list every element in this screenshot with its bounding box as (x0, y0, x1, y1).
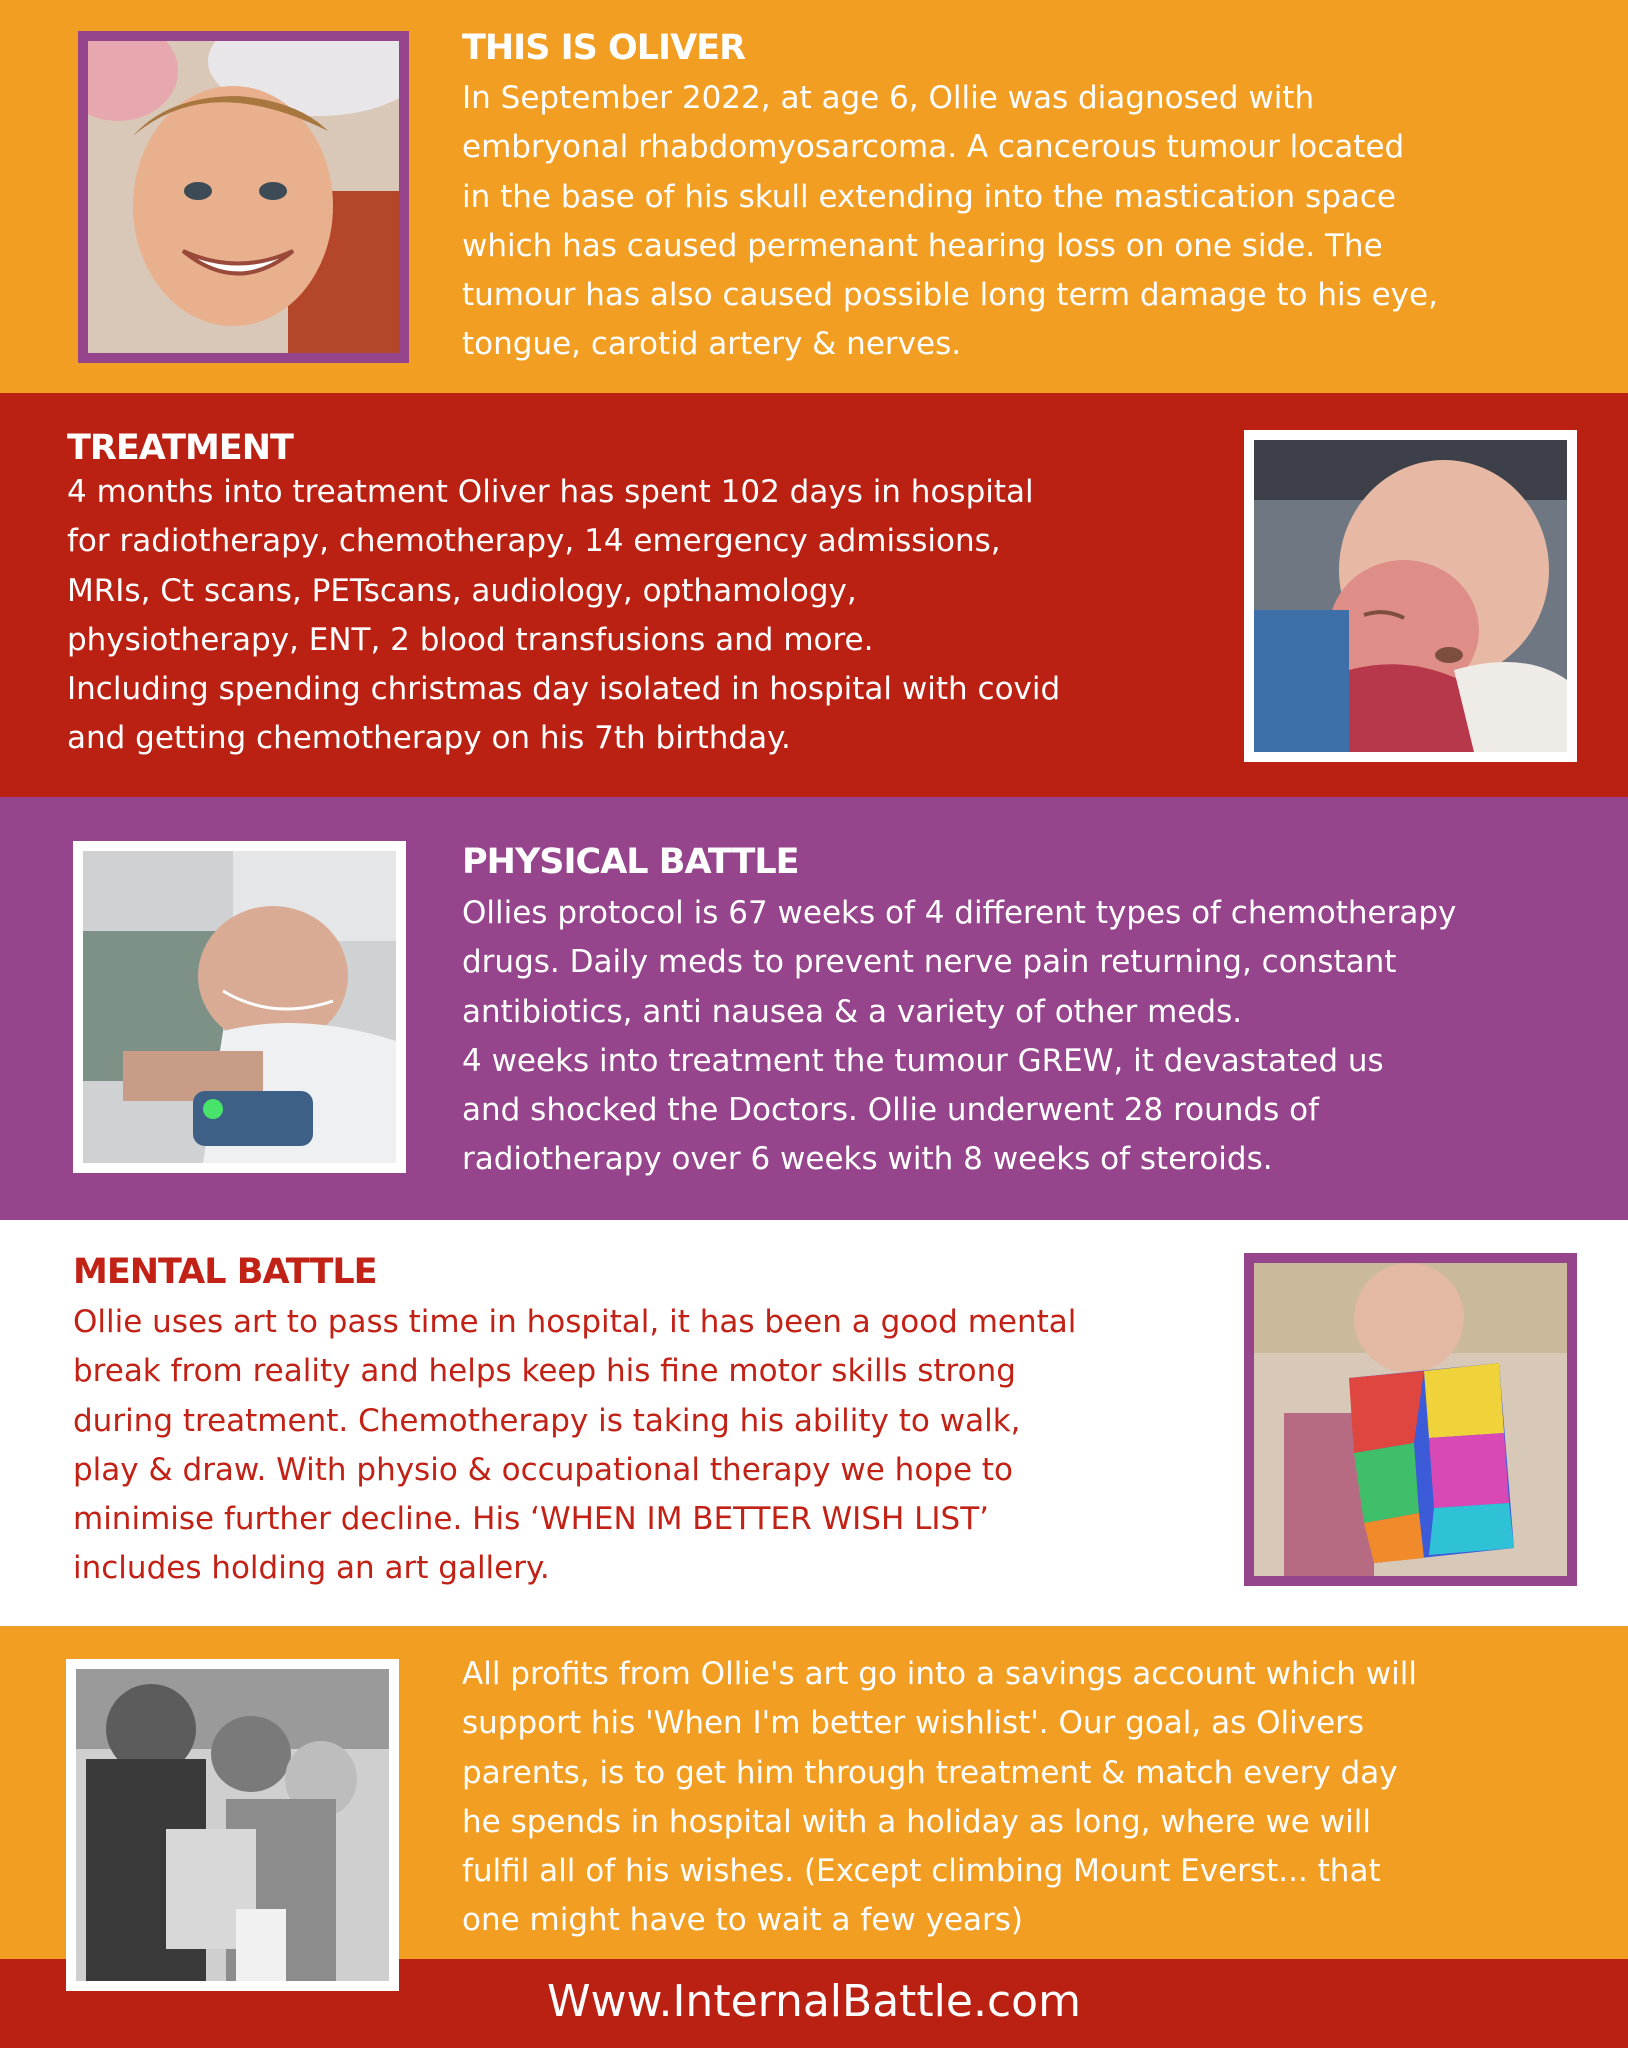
paragraph-oliver-diagnosis (462, 74, 1438, 370)
text-line: for radiotherapy, chemotherapy, 14 emergency admissions, (67, 523, 1001, 560)
text-line: 4 months into treatment Oliver has spent 102 days in hospital (67, 474, 1034, 510)
text-line: antibiotics, anti nausea & a variety of other meds. (462, 993, 1243, 1030)
heading-physical-battle: PHYSICAL BATTLE (462, 842, 799, 882)
text-line: embryonal rhabdomyosarcoma. A cancerous tumour located (462, 129, 1405, 166)
paragraph-treatment (67, 468, 1060, 764)
paragraph-profits (462, 1650, 1417, 1946)
text-line: break from reality and helps keep his fine motor skills strong (73, 1353, 1016, 1390)
heading-this-is-oliver: THIS IS OLIVER (462, 28, 746, 68)
text-line: Ollie uses art to pass time in hospital, it has been a good mental (73, 1304, 1077, 1340)
heading-treatment: TREATMENT (67, 428, 293, 468)
text-line: one might have to wait a few years) (462, 1902, 1023, 1939)
photo-family (66, 1659, 399, 1991)
text-line: Including spending christmas day isolated in hospital with covid (67, 671, 1061, 708)
photo-oliver-sleeping (1244, 430, 1577, 762)
text-line: radiotherapy over 6 weeks with 8 weeks of steroids. (462, 1141, 1273, 1178)
text-line: includes holding an art gallery. (73, 1550, 550, 1587)
text-line: during treatment. Chemotherapy is taking his ability to walk, (73, 1402, 1021, 1439)
photo-oliver-hospital-bed (73, 841, 406, 1173)
text-line: MRIs, Ct scans, PETscans, audiology, opthamology, (67, 572, 857, 609)
text-line: and shocked the Doctors. Ollie underwent 28 rounds of (462, 1092, 1319, 1129)
text-line: which has caused permenant hearing loss on one side. The (462, 227, 1383, 264)
text-line: parents, is to get him through treatment & match every day (462, 1754, 1398, 1791)
text-line: and getting chemotherapy on his 7th birthday. (67, 720, 791, 757)
text-line: physiotherapy, ENT, 2 blood transfusions and more. (67, 621, 874, 658)
paragraph-mental-battle (73, 1298, 1076, 1594)
text-line: tongue, carotid artery & nerves. (462, 326, 962, 363)
text-line: play & draw. With physio & occupational therapy we hope to (73, 1451, 1014, 1488)
text-line: he spends in hospital with a holiday as long, where we will (462, 1803, 1371, 1840)
text-line: 4 weeks into treatment the tumour GREW, it devastated us (462, 1042, 1384, 1079)
text-line: All profits from Ollie's art go into a savings account which will (462, 1656, 1417, 1692)
text-line: fulfil all of his wishes. (Except climbing Mount Everst... that (462, 1853, 1381, 1890)
text-line: support his 'When I'm better wishlist'. Our goal, as Olivers (462, 1705, 1365, 1742)
photo-oliver-with-artwork (1244, 1253, 1577, 1586)
text-line: minimise further decline. His ‘WHEN IM BETTER WISH LIST’ (73, 1501, 989, 1538)
website-link[interactable]: Www.InternalBattle.com (547, 1976, 1081, 2027)
heading-mental-battle: MENTAL BATTLE (73, 1252, 377, 1292)
photo-oliver-smiling (78, 31, 409, 363)
text-line: drugs. Daily meds to prevent nerve pain returning, constant (462, 944, 1397, 981)
text-line: tumour has also caused possible long term damage to his eye, (462, 277, 1438, 314)
text-line: in the base of his skull extending into the mastication space (462, 178, 1396, 215)
text-line: In September 2022, at age 6, Ollie was diagnosed with (462, 80, 1315, 116)
paragraph-physical-battle (462, 889, 1456, 1185)
text-line: Ollies protocol is 67 weeks of 4 different types of chemotherapy (462, 895, 1457, 931)
